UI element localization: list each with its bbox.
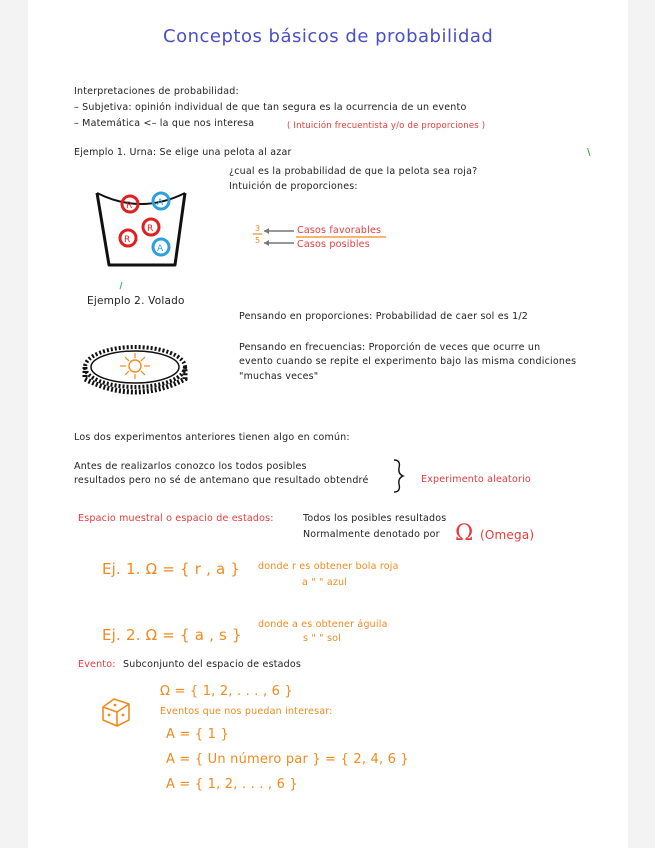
ejemplo2-donde: donde a es obtener águila — [258, 619, 388, 630]
curly-brace — [392, 458, 406, 494]
ejemplo1-omega: Ej. 1. Ω = { r , a } — [102, 560, 241, 578]
fraction-denominator: 5 — [255, 236, 261, 245]
green-tick-mark: \ — [587, 147, 591, 158]
ball-letter: R — [126, 201, 133, 211]
dice-icon — [100, 696, 132, 728]
evento-a1: A = { 1 } — [166, 727, 229, 742]
small-blue-mark — [118, 282, 124, 290]
ball-letter: R — [147, 224, 154, 234]
ejemplo1-donde: donde r es obtener bola roja — [258, 561, 399, 572]
page-title: Conceptos básicos de probabilidad — [163, 26, 494, 47]
espacio-desc-2: Normalmente denotado por — [303, 529, 440, 540]
ejemplo1-question: ¿cual es la probabilidad de que la pelota sea roja? — [229, 166, 478, 177]
experimentos-comun: Los dos experimentos anteriores tienen algo en común: — [74, 432, 350, 443]
pensando-frecuencias-3: "muchas veces" — [239, 371, 319, 382]
interpretaciones-heading: Interpretaciones de probabilidad: — [74, 86, 239, 97]
omega-word: (Omega) — [480, 528, 535, 542]
eventos-interesar: Eventos que nos puedan interesar: — [160, 706, 333, 717]
coin-icon — [80, 343, 190, 403]
experimento-aleatorio-label: Experimento aleatorio — [421, 474, 531, 485]
interpretacion-matematica: – Matemática <– la que nos interesa — [74, 118, 255, 129]
pensando-proporciones: Pensando en proporciones: Probabilidad de caer sol es 1/2 — [239, 311, 528, 322]
antes-realizarlos-1: Antes de realizarlos conozco los todos posibles — [74, 461, 307, 472]
casos-posibles: Casos posibles — [297, 239, 370, 250]
omega-dado: Ω = { 1, 2, . . . , 6 } — [160, 684, 293, 699]
antes-realizarlos-2: resultados pero no sé de antemano que resultado obtendré — [74, 475, 369, 486]
fraction-numerator: 3 — [255, 224, 261, 233]
espacio-muestral-label: Espacio muestral o espacio de estados: — [78, 513, 274, 524]
omega-symbol: Ω — [455, 521, 474, 546]
interpretacion-matematica-note: ( Intuición frecuentista y/o de proporciones ) — [287, 121, 486, 131]
evento-a3: A = { 1, 2, . . . , 6 } — [166, 777, 298, 792]
ejemplo2-omega: Ej. 2. Ω = { a , s } — [102, 626, 242, 644]
casos-favorables: Casos favorables — [297, 225, 382, 236]
interpretacion-subjetiva: – Subjetiva: opinión individual de que tan segura es la ocurrencia de un evento — [74, 102, 467, 113]
evento-a2: A = { Un número par } = { 2, 4, 6 } — [166, 752, 409, 767]
ejemplo1-donde-sub: a " " azul — [302, 577, 348, 588]
ejemplo2-heading: Ejemplo 2. Volado — [87, 295, 185, 307]
pensando-frecuencias-2: evento cuando se repite el experimento bajo las misma condiciones — [239, 356, 577, 367]
ejemplo2-donde-sub: s " " sol — [303, 633, 341, 644]
urn-balls — [118, 190, 188, 260]
ball-letter: A — [157, 198, 164, 208]
pensando-frecuencias-1: Pensando en frecuencias: Proporción de veces que ocurre un — [239, 342, 541, 353]
ball-letter: R — [124, 235, 131, 245]
ejemplo1-heading: Ejemplo 1. Urna: Se elige una pelota al azar — [74, 147, 292, 158]
espacio-desc-1: Todos los posibles resultados — [303, 513, 447, 524]
evento-desc: Subconjunto del espacio de estados — [123, 659, 302, 670]
ball-letter: A — [157, 244, 164, 254]
evento-label: Evento: — [78, 659, 116, 670]
intuicion-proporciones: Intuición de proporciones: — [229, 181, 358, 192]
